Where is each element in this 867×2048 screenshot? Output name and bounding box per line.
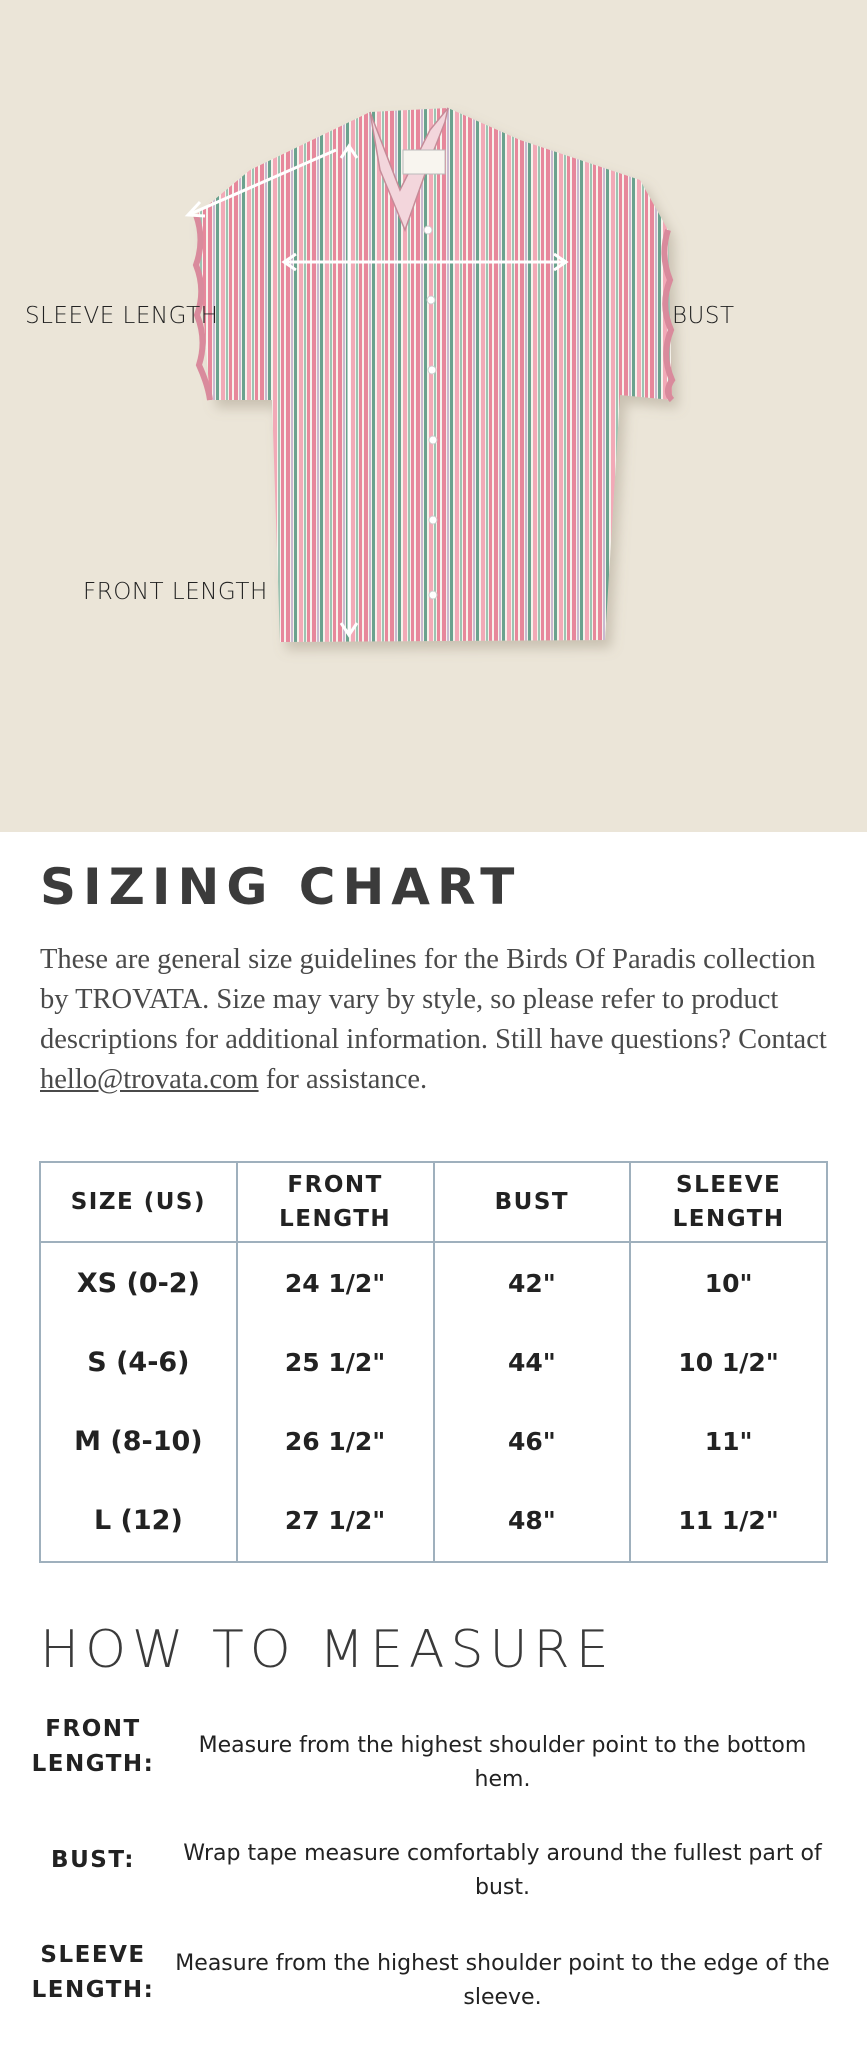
bust-cell: 42" — [434, 1242, 631, 1323]
size-cell: L (12) — [40, 1481, 237, 1562]
page-title: SIZING CHART — [40, 858, 522, 916]
measure-desc-bust: Wrap tape measure comfortably around the fullest part of bust. — [183, 1841, 822, 1900]
front-length-cell: 27 1/2" — [237, 1481, 434, 1562]
intro-paragraph — [40, 940, 830, 1100]
how-to-measure-title: HOW TO MEASURE — [40, 1620, 615, 1680]
front-length-cell: 24 1/2" — [237, 1242, 434, 1323]
bust-cell: 44" — [434, 1323, 631, 1402]
front-length-cell: 26 1/2" — [237, 1402, 434, 1481]
size-cell: S (4-6) — [40, 1323, 237, 1402]
front-length-label: FRONT LENGTH — [83, 579, 268, 605]
intro-text-end: for assistance. — [258, 1064, 428, 1095]
sleeve-length-cell: 11" — [630, 1402, 827, 1481]
bust-cell: 46" — [434, 1402, 631, 1481]
sleeve-length-label: SLEEVE LENGTH — [25, 303, 219, 329]
table-row — [40, 1481, 827, 1562]
shirt-illustration — [0, 0, 867, 832]
measure-desc-sleeve-length: Measure from the highest shoulder point to the edge of the sleeve. — [175, 1951, 830, 2010]
table-row — [40, 1242, 827, 1323]
sleeve-length-cell: 10" — [630, 1242, 827, 1323]
table-row — [40, 1323, 827, 1402]
measure-term-bust: BUST: — [51, 1847, 135, 1873]
shirt-body — [196, 108, 672, 642]
header-sleeve-length: SLEEVE LENGTH — [630, 1162, 827, 1242]
table-row — [40, 1402, 827, 1481]
size-cell: XS (0-2) — [40, 1242, 237, 1323]
measure-term-front-length: FRONT LENGTH: — [31, 1716, 155, 1777]
size-chart-table — [39, 1161, 828, 1563]
sleeve-length-cell: 10 1/2" — [630, 1323, 827, 1402]
sleeve-length-cell: 11 1/2" — [630, 1481, 827, 1562]
intro-text: These are general size guidelines for the Birds Of Paradis collection by TROVATA. Size may vary by style, so please refer to product descriptions for additional information. Still have questions? Contact — [40, 944, 827, 1055]
header-size: SIZE (US) — [40, 1162, 237, 1242]
front-length-cell: 25 1/2" — [237, 1323, 434, 1402]
product-measurement-image — [0, 0, 867, 832]
header-front-length: FRONT LENGTH — [237, 1162, 434, 1242]
measure-desc-front-length: Measure from the highest shoulder point to the bottom hem. — [198, 1733, 807, 1792]
measure-term-sleeve-length: SLEEVE LENGTH: — [31, 1942, 155, 2003]
size-cell: M (8-10) — [40, 1402, 237, 1481]
table-header-row — [40, 1162, 827, 1242]
bust-cell: 48" — [434, 1481, 631, 1562]
contact-email-link[interactable]: hello@trovata.com — [40, 1064, 259, 1095]
bust-label: BUST — [672, 303, 735, 329]
header-bust: BUST — [434, 1162, 631, 1242]
